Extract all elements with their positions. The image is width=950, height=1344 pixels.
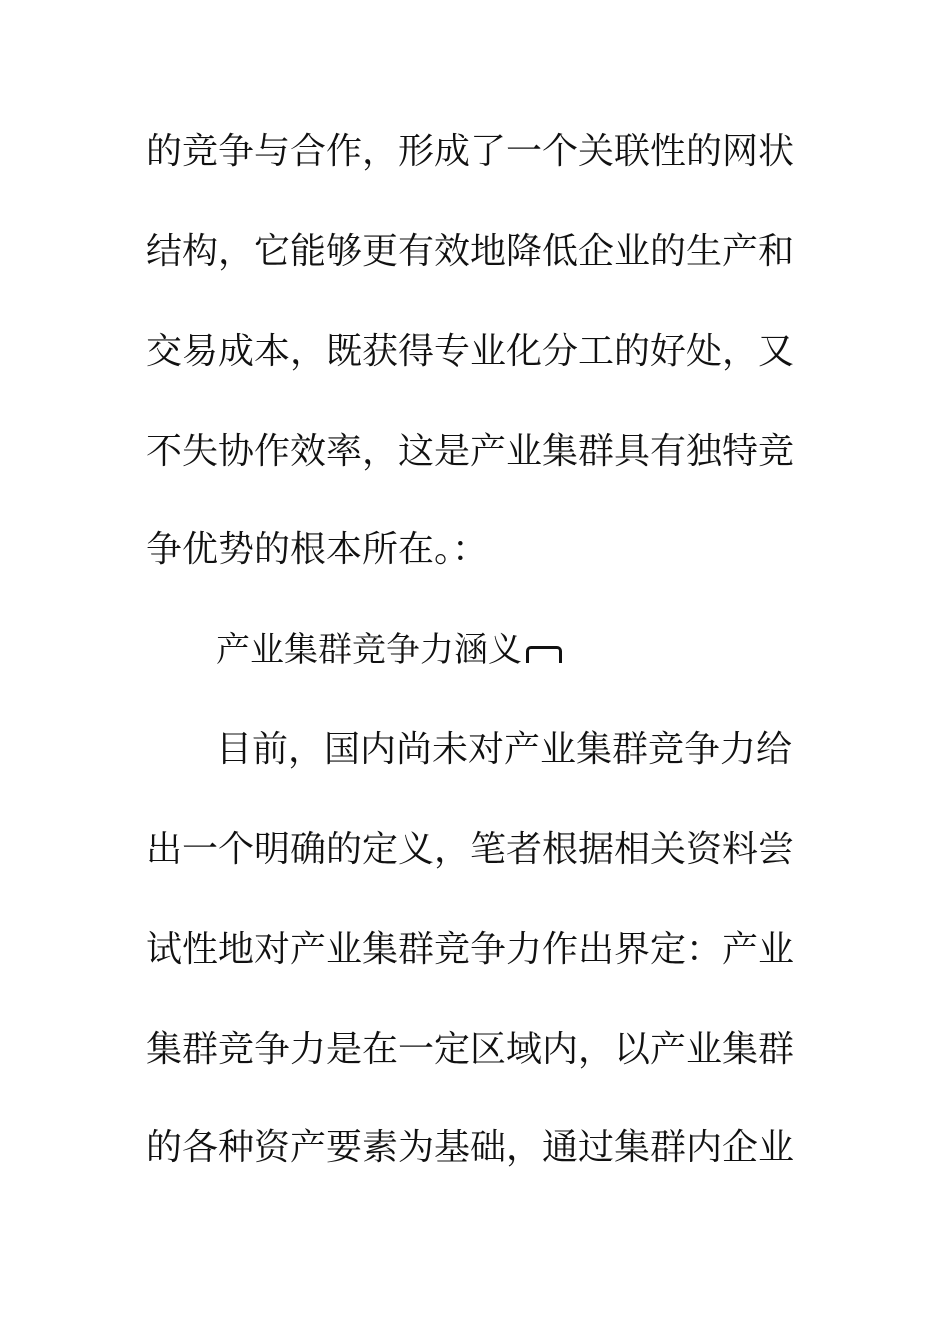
paragraph-line: 争优势的根本所在。：	[146, 529, 489, 570]
paragraph-line: 的各种资产要素为基础，通过集群内企业	[146, 1127, 795, 1168]
paragraph-line: 的竞争与合作，形成了一个关联性的网状	[146, 131, 795, 172]
paragraph-line: 交易成本，既获得专业化分工的好处，又	[146, 331, 795, 372]
paragraph-line: 集群竞争力是在一定区域内，以产业集群	[146, 1029, 795, 1070]
section-heading	[216, 626, 856, 674]
paragraph-line: 不失协作效率，这是产业集群具有独特竞	[146, 431, 795, 472]
paragraph-line: 结构，它能够更有效地降低企业的生产和	[146, 231, 795, 272]
paragraph-line: 出一个明确的定义，笔者根据相关资料尝	[146, 829, 795, 870]
paragraph-line: 目前，国内尚未对产业集群竞争力给	[216, 729, 793, 770]
paragraph-line: 试性地对产业集群竞争力作出界定：产业	[146, 929, 795, 970]
bracket-mark-icon	[526, 646, 562, 663]
section-heading-text: 产业集群竞争力涵义	[216, 630, 522, 670]
